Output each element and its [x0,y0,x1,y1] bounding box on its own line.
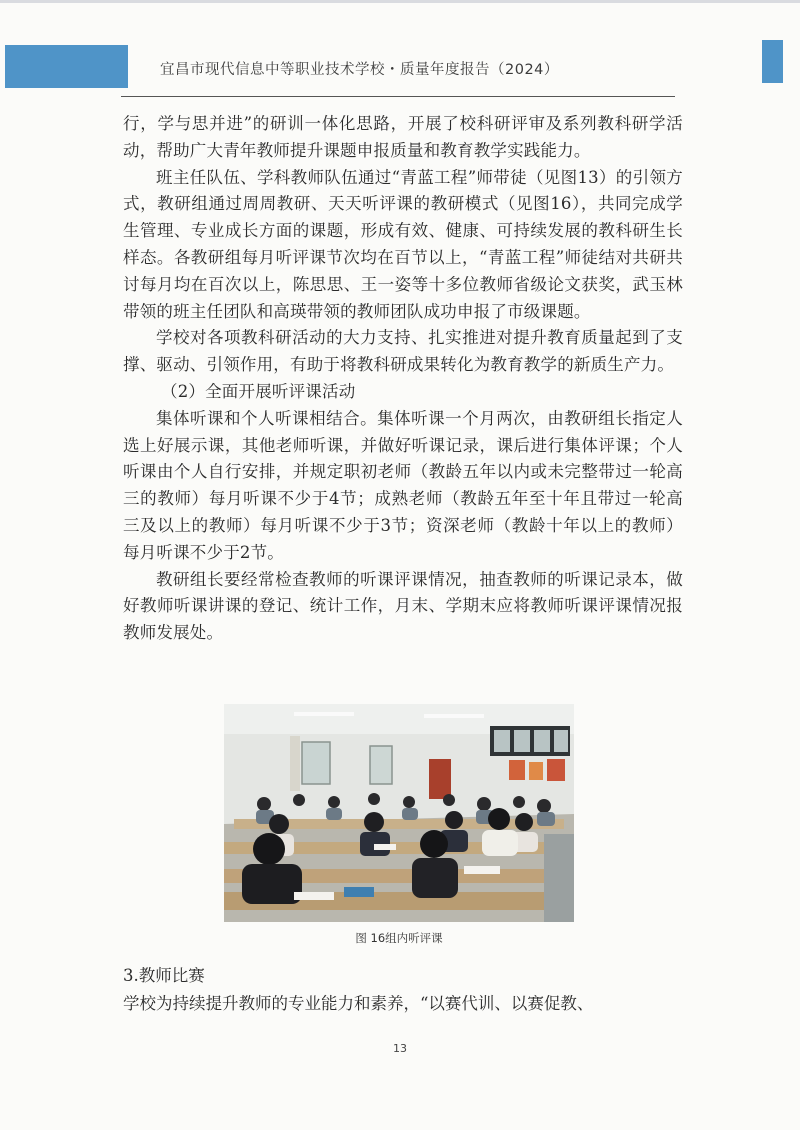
body-text [123,111,683,647]
figure-caption: 图 16组内听评课 [355,931,443,945]
paragraph-school-support: 学校对各项教科研活动的大力支持、扎实推进对提升教育质量起到了支撑、驱动、引领作用，有助于将教科研成果转化为教育教学的新质生产力。 [123,328,683,375]
section-heading: 3.教师比赛 [123,966,205,985]
header-rule [121,96,675,97]
page-number: 13 [393,1042,407,1055]
paragraph-continuation: 行，学与思并进”的研训一体化思路，开展了校科研评审及系列教科研学活动，帮助广大青年教师提升课题申报质量和教育教学实践能力。 [123,114,683,160]
header-title: 宜昌市现代信息中等职业技术学校・质量年度报告（2024） [160,62,559,78]
paragraph-teacher-teams: 班主任队伍、学科教师队伍通过“青蓝工程”师带徒（见图13）的引领方式，教研组通过周周教研、天天听评课的教研模式（见图16），共同完成学生管理、专业成长方面的课题，形成有效、健康、可持续发展的教科研生长样态。各教研组每月听评课节次均在百节以上，“青蓝工程”师徒结对共研共讨每月均在百次以上，陈思思、王一姿等十多位教师省级论文获奖，武玉林带领的班主任团队和高瑛带领的教师团队成功申报了市级课题。 [123,167,683,321]
subheading-listening-evaluation: （2）全面开展听评课活动 [161,381,356,401]
paragraph-collective-listening: 集体听课和个人听课相结合。集体听课一个月两次，由教研组长指定人选上好展示课，其他老师听课，并做好听课记录，课后进行集体评课；个人听课由个人自行安排，并规定职初老师（教龄五年以内或未完整带过一轮高三的教师）每月听课不少于4节；成熟老师（教龄五年至十年且带过一轮高三及以上的教师）每月听课不少于3节；资深老师（教龄十年以上的教师）每月听课不少于2节。 [123,408,683,562]
section-teacher-competition [123,962,683,1018]
paragraph-group-leader-checks: 教研组长要经常检查教师的听课评课情况，抽查教师的听课记录本，做好教师听课讲课的登记、统计工作，月末、学期末应将教师听课评课情况报教师发展处。 [123,569,683,643]
header-accent-block-right [762,40,783,83]
page-top-edge [0,0,800,3]
header-accent-block-left [5,45,128,88]
classroom-photo [224,704,574,922]
section-text: 学校为持续提升教师的专业能力和素养，“以赛代训、以赛促教、 [123,994,594,1013]
